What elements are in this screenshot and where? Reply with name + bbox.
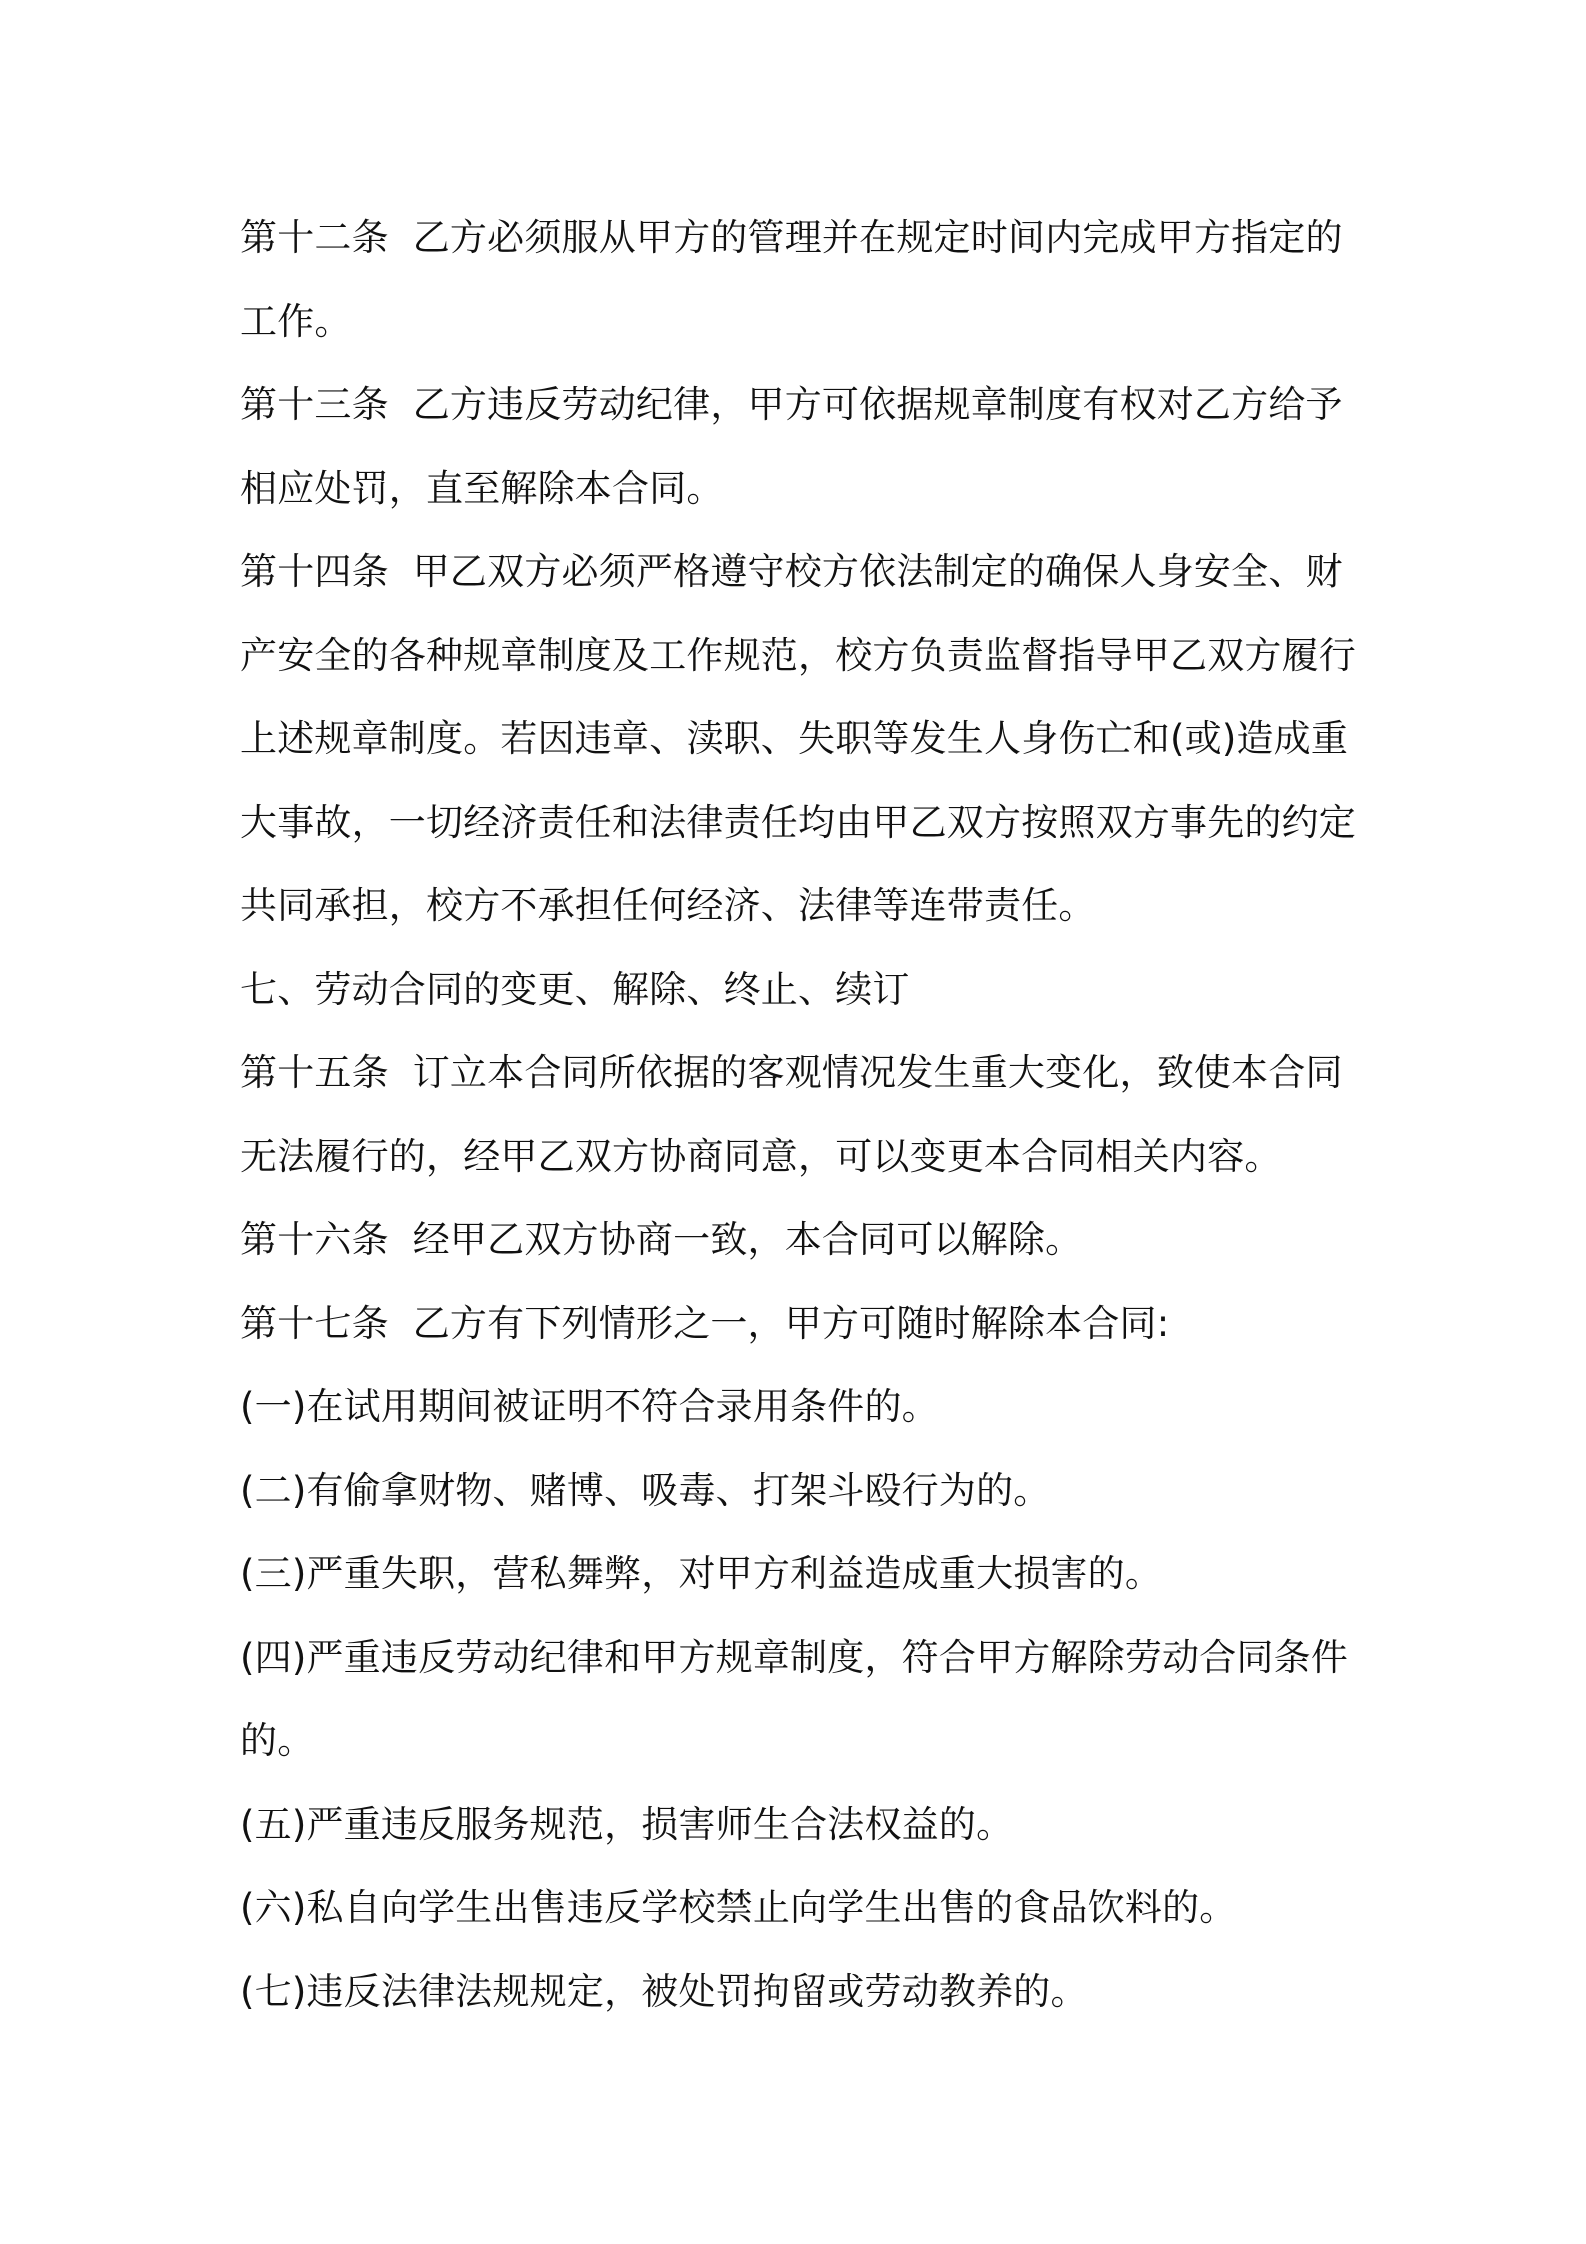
- article-14-line-1: 第十四条 甲乙双方必须严格遵守校方依法制定的确保人身安全、财: [240, 550, 1343, 593]
- article-14-line-4: 大事故，一切经济责任和法律责任均由甲乙双方按照双方事先的约定: [240, 800, 1356, 844]
- article-17-item-7: (七)违反法律法规规定，被处罚拘留或劳动教养的。: [240, 1969, 1088, 2013]
- article-12-line-2: 工作。: [240, 299, 352, 343]
- article-17-item-3: (三)严重失职，营私舞弊，对甲方利益造成重大损害的。: [240, 1552, 1163, 1595]
- article-16-line-1: 第十六条 经甲乙双方协商一致，本合同可以解除。: [240, 1218, 1083, 1261]
- article-15-line-2: 无法履行的，经甲乙双方协商同意，可以变更本合同相关内容。: [240, 1134, 1282, 1178]
- article-17-item-1: (一)在试用期间被证明不符合录用条件的。: [240, 1385, 939, 1428]
- article-17-item-2: (二)有偷拿财物、赌博、吸毒、打架斗殴行为的。: [240, 1468, 1051, 1512]
- article-17-item-5: (五)严重违反服务规范，损害师生合法权益的。: [240, 1802, 1014, 1846]
- article-17-line-1: 第十七条 乙方有下列情形之一，甲方可随时解除本合同:: [240, 1301, 1170, 1345]
- article-17-item-6: (六)私自向学生出售违反学校禁止向学生出售的食品饮料的。: [240, 1886, 1237, 1929]
- article-13-line-2: 相应处罚，直至解除本合同。: [240, 466, 724, 510]
- article-13-line-1: 第十三条 乙方违反劳动纪律，甲方可依据规章制度有权对乙方给予: [240, 383, 1343, 426]
- article-17-item-4-line-1: (四)严重违反劳动纪律和甲方规章制度，符合甲方解除劳动合同条件: [240, 1635, 1349, 1679]
- article-12-line-1: 第十二条 乙方必须服从甲方的管理并在规定时间内完成甲方指定的: [240, 216, 1343, 259]
- article-15-line-1: 第十五条 订立本合同所依据的客观情况发生重大变化，致使本合同: [240, 1051, 1343, 1094]
- document-body: [240, 196, 1360, 2033]
- article-14-line-2: 产安全的各种规章制度及工作规范，校方负责监督指导甲乙双方履行: [240, 633, 1356, 677]
- article-17-item-4-line-2: 的。: [240, 1719, 315, 1762]
- article-14-line-5: 共同承担，校方不承担任何经济、法律等连带责任。: [240, 884, 1096, 927]
- article-14-line-3: 上述规章制度。若因违章、渎职、失职等发生人身伤亡和(或)造成重: [240, 717, 1349, 760]
- section-7-heading: 七、劳动合同的变更、解除、终止、续订: [240, 967, 910, 1011]
